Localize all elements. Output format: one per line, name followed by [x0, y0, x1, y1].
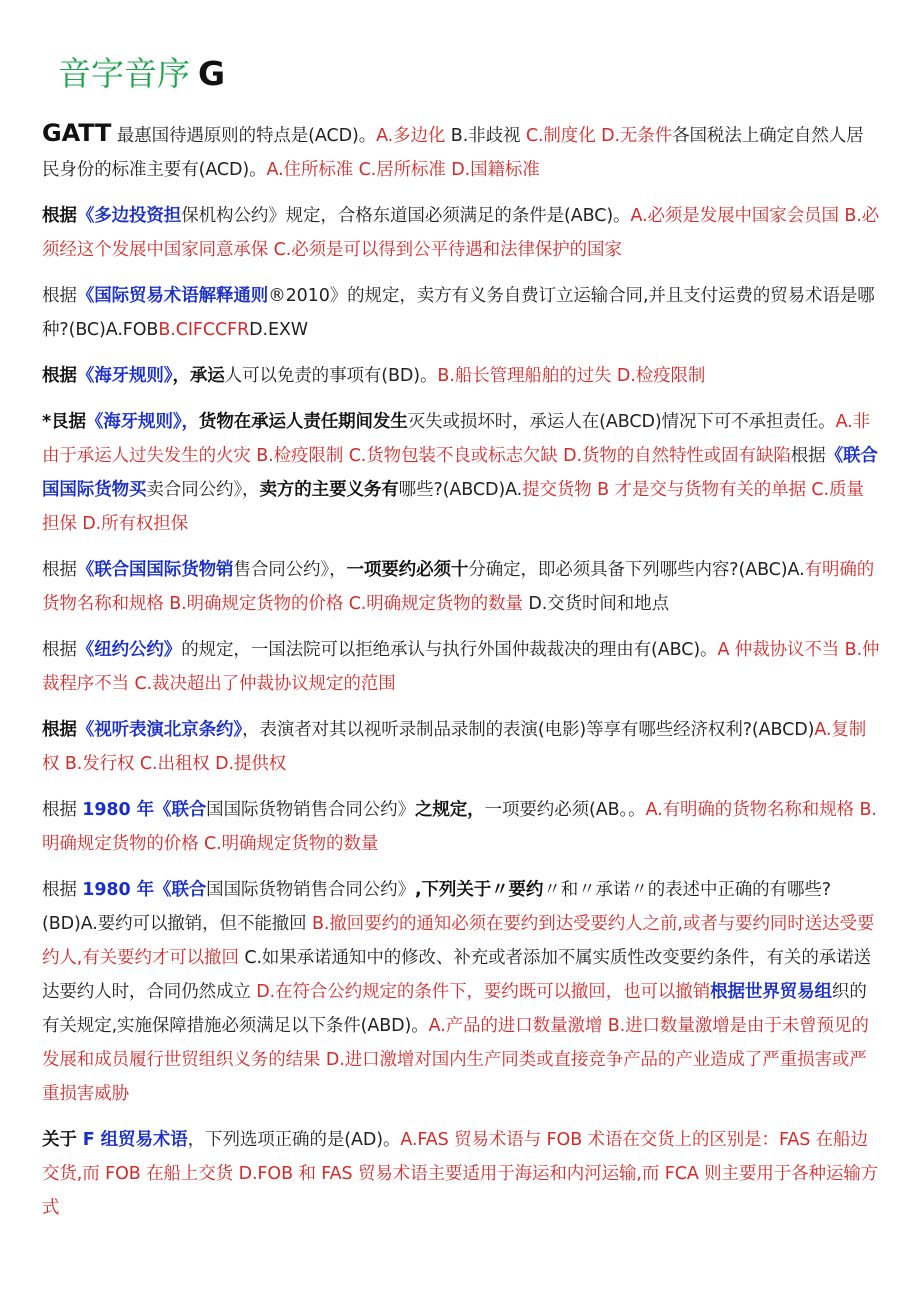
text-run-normal: 分确定，即必须具备下列哪些内容?(ABC)A. [468, 560, 805, 580]
text-run-normal: 根据 [42, 800, 83, 820]
text-run-normal: 根据 [42, 880, 83, 900]
text-run-bold: 一项要约必须十 [346, 560, 469, 580]
text-run-red: D.在符合公约规定的条件下，要约既可以撤回，也可以撤销 [256, 982, 711, 1002]
text-run-blue: 《联合国国际货物买 [42, 446, 878, 500]
text-run-normal: 根据 [42, 640, 77, 660]
question-paragraph-hague-2 [42, 405, 880, 541]
text-run-bold: 关于 [42, 1130, 83, 1150]
text-run-normal: 保机构公约》规定，合格东道国必须满足的条件是(ABC)。 [181, 206, 631, 226]
question-paragraph-cisg-1980-b [42, 873, 880, 1111]
text-run-normal: 人可以免责的事项有(BD)。 [224, 366, 438, 386]
text-run-normal: 〃和〃承诺〃的表述中正确的有哪些?(BD)A.要约可以撤销，但不能撤回 [42, 880, 831, 934]
text-run-normal: 根据 [42, 560, 77, 580]
text-run-red: B.撤回要约的通知必须在要约到达受要约人之前,或者与要约同时送达受要约人,有关要约才可以撤回 [42, 914, 875, 968]
text-run-normal: D.EXW [249, 320, 309, 340]
text-run-normal: 各国税法上确定自然人居民身份的标准主要有(ACD)。 [42, 126, 864, 180]
text-run-red: A 仲裁协议不当 B.仲裁程序不当 C.裁决超出了仲裁协议规定的范围 [42, 640, 880, 694]
text-run-bold: 根据 [42, 720, 77, 740]
text-run-normal: 根据 [790, 446, 826, 466]
question-paragraph-miga [42, 199, 880, 267]
text-run-blue: 《国际贸易术语解释通则 [76, 286, 269, 306]
text-run-normal: 国国际货物销售合同公约》 [206, 800, 415, 820]
text-run-normal: 灭失或损坏时，承运人在(ABCD)情况下可不承担责任。 [407, 412, 836, 432]
question-paragraph-gatt [42, 116, 880, 187]
text-run-red: B.船长管理船舶的过失 D.检疫限制 [437, 366, 706, 386]
text-run-normal: 最惠国待遇原则的特点是(ACD)。 [111, 126, 377, 146]
text-run-blue: 《海牙规则》 [76, 366, 173, 386]
text-run-red: A.复制权 B.发行权 C.出租权 D.提供权 [42, 720, 867, 774]
text-run-blue: 1980 年《联合 [82, 800, 207, 820]
question-paragraph-cisg-1 [42, 553, 880, 621]
text-run-normal: C.如果承诺通知中的修改、补充或者添加不属实质性改变要约条件，有关的承诺送达要约人时，合同仍然成立 [42, 948, 871, 1002]
text-run-blue: 《多边投资担 [76, 206, 182, 226]
text-run-normal: 织的有关规定,实施保障措施必须满足以下条件(ABD)。 [42, 982, 867, 1036]
text-run-bold: *艮据 [42, 412, 86, 432]
question-paragraph-ny-convention [42, 633, 880, 701]
text-run-red: A.多边化 [376, 126, 451, 146]
text-run-normal: 售合同公约》， [233, 560, 347, 580]
text-run-normal: 国国际货物销售合同公约》 [206, 880, 415, 900]
text-run-bold: 之规定， [414, 800, 485, 820]
text-run-blue: 《联合国国际货物销 [76, 560, 234, 580]
text-run-normal: D.交货时间和地点 [522, 594, 669, 614]
text-run-bold: 卖方的主要义务有 [259, 480, 399, 500]
text-run-blue: 《海牙规则》， [85, 412, 199, 432]
text-run-blue: 《视听表演北京条约》 [76, 720, 243, 740]
heading-hanzi: 音字音序 [58, 54, 190, 93]
text-run-normal: ，表演者对其以视听录制品录制的表演(电影)等享有哪些经济权利?(ABCD) [242, 720, 815, 740]
text-run-red: A.必须是发展中国家会员国 B.必须经这个发展中国家同意承保 C.必须是可以得到公平待遇和法律保护的国家 [42, 206, 880, 260]
text-run-normal: 根据 [42, 286, 77, 306]
text-run-red: A.住所标准 C.居所标准 D.国籍标准 [266, 160, 540, 180]
text-run-blue: F 组贸易术语 [82, 1130, 188, 1150]
text-run-blue: 《纽约公约》 [76, 640, 182, 660]
question-list [42, 116, 880, 1237]
text-run-red: B.CIFCCFR [158, 320, 250, 340]
text-run-normal: 的规定，一国法院可以拒绝承认与执行外国仲裁裁决的理由有(ABC)。 [181, 640, 718, 660]
question-paragraph-beijing-treaty [42, 713, 880, 781]
text-run-red: A.FAS 贸易术语与 FOB 术语在交货上的区别是：FAS 在船边交货,而 FOB 在船上交货 D.FOB 和 FAS 贸易术语主要适用于海运和内河运输,而 FCA 则主要用于各种运输方式 [42, 1130, 879, 1218]
text-run-normal: 卖合同公约》， [146, 480, 260, 500]
text-run-red: A.有明确的货物名称和规格 B.明确规定货物的价格 C.明确规定货物的数量 [42, 800, 877, 854]
text-run-bold: 根据 [42, 206, 77, 226]
text-run-red: C.制度化 D.无条件 [525, 126, 673, 146]
page-heading [58, 52, 225, 96]
text-run-bold: ，承运 [172, 366, 225, 386]
text-run-big: GATT [42, 119, 112, 147]
question-paragraph-incoterms [42, 279, 880, 347]
text-run-blue: 1980 年《联合 [82, 880, 207, 900]
question-paragraph-hague-1 [42, 359, 880, 393]
text-run-normal: 哪些?(ABCD)A. [398, 480, 523, 500]
text-run-red: A.非由于承运人过失发生的火灾 B.检疫限制 C.货物包装不良或标志欠缺 D.货物的自然特性或固有缺陷 [42, 412, 870, 466]
text-run-red: A.产品的进口数量激增 B.进口数量激增是由于未曾预见的发展和成员履行世贸组织义务的结果 D.进口激增对国内生产同类或直接竞争产品的产业造成了严重损害或严重损害威胁 [42, 1016, 869, 1104]
text-run-normal: 一项要约必须(AB。。 [484, 800, 646, 820]
text-run-bold: 货物在承运人责任期间发生 [198, 412, 408, 432]
text-run-blue: 根据世界贸易组 [710, 982, 832, 1002]
text-run-red: 提交货物 B 才是交与货物有关的单据 C.质量担保 D.所有权担保 [42, 480, 864, 534]
text-run-bold: ,下列关于〃要约 [414, 880, 544, 900]
text-run-normal: ®2010》的规定，卖方有义务自费订立运输合同,并且支付运费的贸易术语是哪种?(BC)A.FOB [42, 286, 875, 340]
text-run-normal: B.非歧视 [450, 126, 526, 146]
heading-letter: G [198, 54, 226, 93]
question-paragraph-cisg-1980-a [42, 793, 880, 861]
text-run-bold: 根据 [42, 366, 77, 386]
question-paragraph-f-terms [42, 1123, 880, 1225]
text-run-red: 有明确的货物名称和规格 B.明确规定货物的价格 C.明确规定货物的数量 [42, 560, 875, 614]
text-run-normal: ，下列选项正确的是(AD)。 [187, 1130, 401, 1150]
